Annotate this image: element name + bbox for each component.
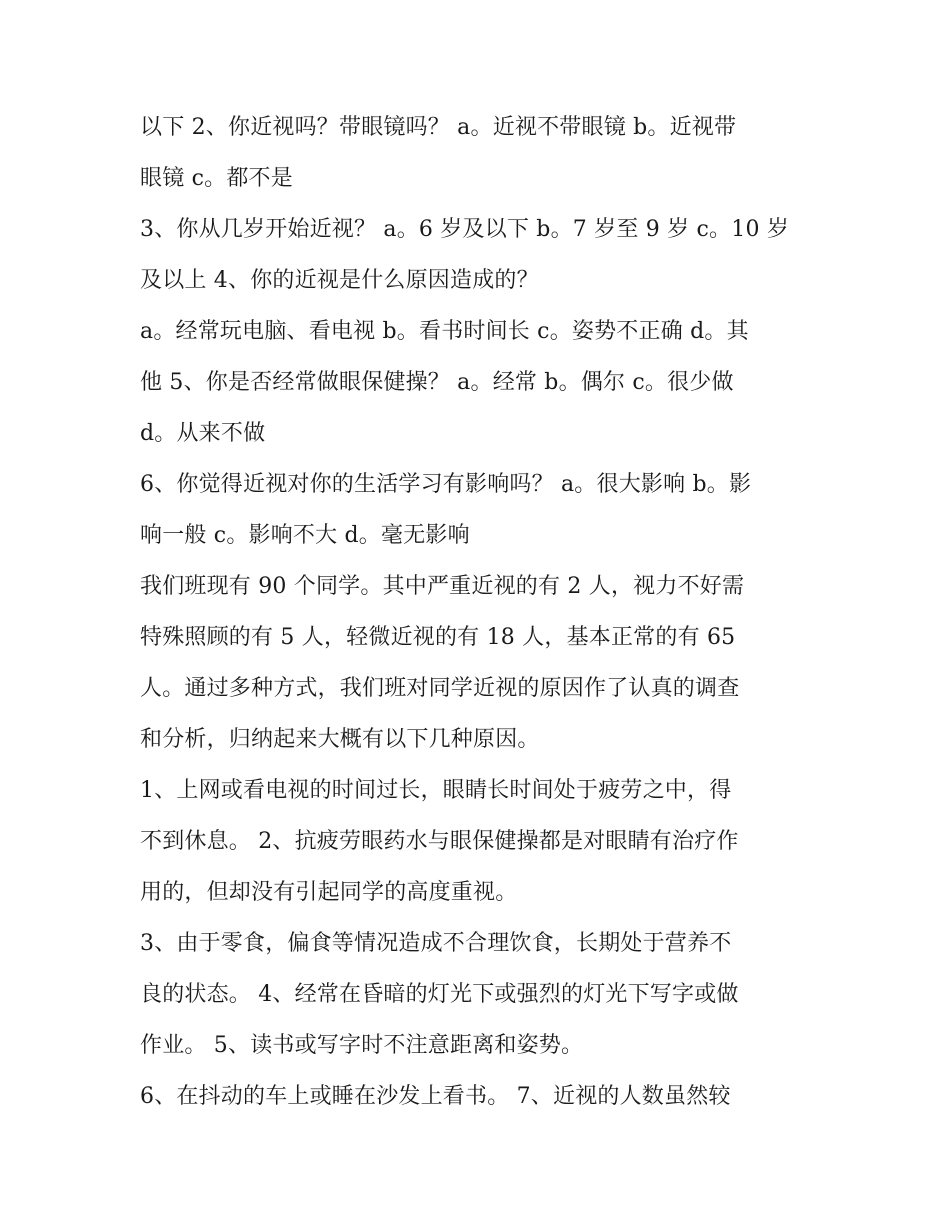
text-line: 作业。 5、读书或写字时不注意距离和姿势。 [140, 1033, 584, 1058]
text-line: 及以上 4、你的近视是什么原因造成的？ [140, 268, 539, 293]
text-line: a。经常玩电脑、看电视 b。看书时间长 c。姿势不正确 d。其 [140, 319, 749, 344]
text-line: 1、上网或看电视的时间过长，眼睛长时间处于疲劳之中，得 [140, 778, 732, 803]
text-line: 不到休息。 2、抗疲劳眼药水与眼保健操都是对眼睛有治疗作 [140, 829, 739, 854]
text-line: 6、你觉得近视对你的生活学习有影响吗？ a。很大影响 b。影 [140, 472, 752, 497]
text-line: 3、你从几岁开始近视？ a。6 岁及以下 b。7 岁至 9 岁 c。10 岁 [140, 217, 790, 242]
text-line: 3、由于零食，偏食等情况造成不合理饮食，长期处于营养不 [140, 931, 732, 956]
text-line: 特殊照顾的有 5 人，轻微近视的有 18 人，基本正常的有 65 [140, 625, 736, 650]
text-line: 以下 2、你近视吗？带眼镜吗？ a。近视不带眼镜 b。近视带 [140, 115, 737, 140]
text-line: 人。通过多种方式，我们班对同学近视的原因作了认真的调查 [140, 676, 740, 701]
text-line: 我们班现有 90 个同学。其中严重近视的有 2 人，视力不好需 [140, 574, 745, 599]
text-line: 用的，但却没有引起同学的高度重视。 [140, 880, 518, 905]
text-line: 他 5、你是否经常做眼保健操？ a。经常 b。偶尔 c。很少做 [140, 370, 734, 395]
text-line: 响一般 c。影响不大 d。毫无影响 [140, 523, 470, 548]
text-line: d。从来不做 [140, 421, 266, 446]
text-line: 和分析，归纳起来大概有以下几种原因。 [140, 727, 540, 752]
text-line: 良的状态。 4、经常在昏暗的灯光下或强烈的灯光下写字或做 [140, 982, 739, 1007]
text-line: 6、在抖动的车上或睡在沙发上看书。 7、近视的人数虽然较 [140, 1084, 731, 1109]
text-line: 眼镜 c。都不是 [140, 166, 293, 191]
